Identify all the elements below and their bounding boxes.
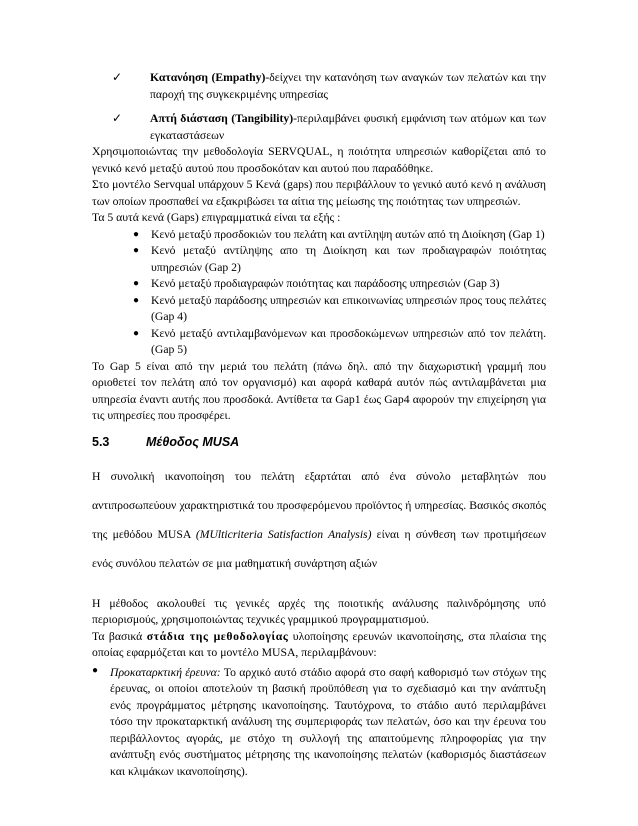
stages-paragraph: Τα βασικά στάδια της μεθοδολογίας υλοποίησης ερευνών ικανοποίησης, στα πλαίσια της οποίας εφαρμόζεται και το μοντέλο MUSA, περιλαμβάνουν:: [92, 629, 546, 659]
empathy-term: Κατανόηση (Empathy): [150, 71, 266, 84]
tangibility-item: [92, 111, 546, 144]
musa-intro: [92, 462, 546, 578]
bullet-icon: ●: [92, 664, 99, 676]
checkmark-icon: ✓: [112, 111, 123, 125]
gaps-list: [92, 227, 546, 359]
prelim-term: Προκαταρκτική έρευνα:: [110, 665, 221, 679]
checkmark-icon: ✓: [112, 70, 123, 84]
musa-acronym: (MUlticriteria Satisfaction Analysis): [195, 527, 372, 541]
bullet-icon: ●: [133, 278, 140, 289]
bullet-icon: ●: [133, 294, 140, 306]
bullet-icon: ●: [133, 228, 140, 240]
method-paragraph: Η μέθοδος ακολουθεί τις γενικές αρχές της ποιοτικής ανάλυσης παλινδρόμησης υπό περιορισμούς, χρησιμοποιώντας τεχνικές γραμμικού προγραμματισμού.: [92, 596, 546, 626]
prelim-paragraph: Προκαταρκτική έρευνα: Το αρχικό αυτό στάδιο αφορά στο σαφή καθορισμό των στόχων της έρευνας, οι οποίοι αποτελούν τη βασική προϋπόθεση για το σχεδιασμό και την ανάπτυξη ενός προγράμματος μέτρησης ικανοποίησης. Ταυτόχρονα, το στάδιο αυτό περιλαμβάνει τόσο την προκαταρκτική ανάλυση της συμπεριφοράς των πελατών, όσο και την έρευνα του περιβάλλοντος αγοράς, με στόχο τη συλλογή της απαιτούμενης πληροφορίας για την ανάπτυξη ενός συστήματος μέτρησης της ικανοποίησης πελατών (καθορισμός διαστάσεων και κλιμάκων ικανοποίησης).: [110, 665, 546, 778]
empathy-text: -δείχνει την κατανόηση των αναγκών των πελατών και την παροχή της συγκεκριμένης υπηρεσίας: [150, 71, 546, 101]
list-item: ● Κενό μεταξύ παράδοσης υπηρεσιών και επικοινωνίας υπηρεσιών προς τους πελάτες (Gap 4): [133, 293, 546, 323]
bullet-icon: ●: [133, 245, 140, 256]
gap5-note: Το Gap 5 είναι από την μεριά του πελάτη (πάνω δηλ. από την διαχωριστική γραμμή που οριοθετεί τον πελάτη από τον οργανισμό) και αφορά καθαρά αυτόν πώς αντιλαμβάνεται μια υπηρεσία έναντι αυτής που προσδοκά. Αντίθετα τα Gap1 έως Gap4 αφορούν την επιχείρηση για τις υπηρεσίες που προσφέρει.: [92, 359, 546, 422]
tangibility-term: Απτή διάσταση (Tangibility): [150, 112, 294, 125]
section-title: Μέθοδος MUSA: [146, 434, 240, 449]
servqual-intro: Χρησιμοποιώντας την μεθοδολογία SERVQUAL, η ποιότητα υπηρεσιών καθορίζεται από το γενικό κενό μεταξύ αυτού που προσδοκόταν και αυτού που παραδόθηκε.: [92, 145, 546, 175]
list-item: ● Κενό μεταξύ αντιλαμβανόμενων και προσδοκώμενων υπηρεσιών από τον πελάτη. (Gap 5): [133, 326, 546, 356]
tangibility-text: -περιλαμβάνει φυσική εμφάνιση των ατόμων και των εγκαταστάσεων: [150, 112, 547, 142]
stages-term: στάδια της μεθοδολογίας: [146, 629, 289, 643]
gaps-intro: Τα 5 αυτά κενά (Gaps) επιγραμματικά είναι τα εξής :: [92, 211, 341, 224]
list-item: ● Κενό μεταξύ αντίληψης απο τη Διοίκηση και των προδιαγραφών ποιότητας υπηρεσιών (Gap 2): [133, 244, 546, 274]
servqual-model: Στο μοντέλο Servqual υπάρχουν 5 Κενά (gaps) που περιβάλλουν το γενικό αυτό κενό η ανάλυση των οποίων προσπαθεί να εξακριβώσει τα αίτια της μείωσης της ποιότητας των υπηρεσιών.: [92, 178, 546, 208]
list-item: ● Κενό μεταξύ προδιαγραφών ποιότητας και παράδοσης υπηρεσιών (Gap 3): [92, 276, 546, 293]
bullet-icon: ●: [133, 327, 140, 339]
musa-paragraph: Η συνολική ικανοποίηση του πελάτη εξαρτάται από ένα σύνολο μεταβλητών που αντιπροσωπεύουν χαρακτηριστικά του προσφερόμενου προϊόντος ή υπηρεσίας. Βασικός σκοπός της μεθόδου MUSA (MUlticriteria Satisfaction Analysis) είναι η σύνθεση των προτιμήσεων ενός συνόλου πελατών σε μια μαθηματική συνάρτηση αξιών: [92, 469, 547, 570]
empathy-item: [92, 70, 546, 103]
tangibility-paragraph: [150, 111, 546, 144]
prelim-item: [92, 665, 546, 781]
list-item: ● Κενό μεταξύ προσδοκιών του πελάτη και αντίληψη αυτών από τη Διοίκηση (Gap 1): [92, 227, 546, 244]
section-number: 5.3: [92, 434, 110, 449]
section-heading: [92, 435, 546, 449]
empathy-paragraph: [150, 70, 546, 103]
document-page: [92, 70, 546, 780]
